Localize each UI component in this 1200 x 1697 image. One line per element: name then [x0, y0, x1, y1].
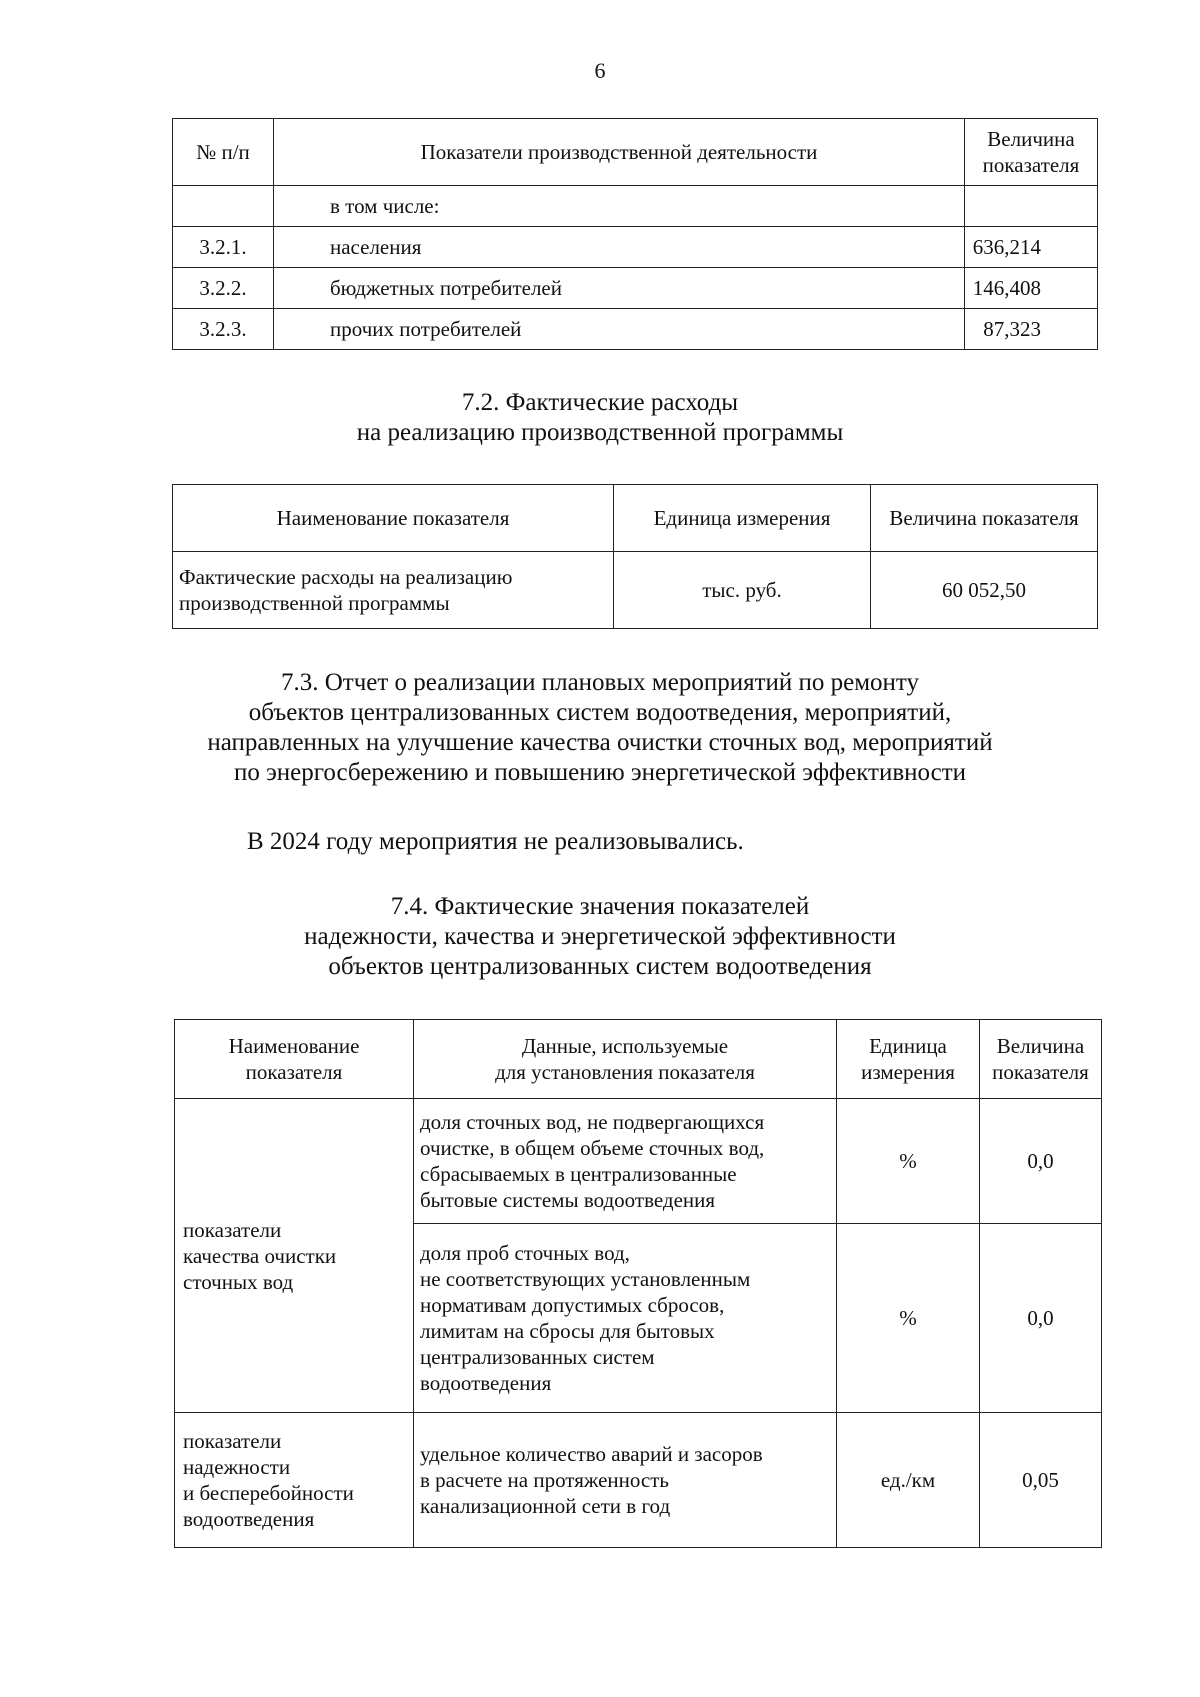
row-value: 60 052,50: [871, 552, 1098, 629]
row-unit: тыс. руб.: [614, 552, 871, 629]
table-header-row: [173, 485, 1098, 552]
header-unit: Единица измерения: [614, 485, 871, 552]
row-name: в том числе:: [274, 186, 965, 227]
expenses-table: [172, 484, 1098, 629]
table-row: [173, 186, 1098, 227]
row-value: 0,0: [980, 1099, 1102, 1224]
table-row: [173, 227, 1098, 268]
row-value: 146,408: [965, 268, 1098, 309]
row-name: населения: [274, 227, 965, 268]
table-header-row: [175, 1020, 1102, 1099]
header-value: Величина показателя: [871, 485, 1098, 552]
row-num: 3.2.2.: [173, 268, 274, 309]
table-header-row: [173, 119, 1098, 186]
header-name: Показатели производственной деятельности: [274, 119, 965, 186]
row-num: [173, 186, 274, 227]
table-row: [173, 552, 1098, 629]
row-data: доля сточных вод, не подвергающихся очистке, в общем объеме сточных вод, сбрасываемых в централизованные бытовые системы водоотведения: [414, 1099, 837, 1224]
page-number: 6: [594, 58, 606, 83]
group-name: показатели надежности и бесперебойности водоотведения: [175, 1413, 414, 1548]
row-value: 0,05: [980, 1413, 1102, 1548]
table-row: [173, 268, 1098, 309]
group-name: показатели качества очистки сточных вод: [175, 1099, 414, 1413]
table-row: [175, 1099, 1102, 1224]
header-data: Данные, используемые для установления показателя: [414, 1020, 837, 1099]
row-num: 3.2.3.: [173, 309, 274, 350]
row-value: 636,214: [965, 227, 1098, 268]
production-indicators-table: [172, 118, 1098, 350]
row-name: Фактические расходы на реализацию производственной программы: [173, 552, 614, 629]
table-row: [173, 309, 1098, 350]
row-unit: %: [837, 1224, 980, 1413]
header-num: № п/п: [173, 119, 274, 186]
header-name: Наименование показателя: [175, 1020, 414, 1099]
header-unit: Единица измерения: [837, 1020, 980, 1099]
row-value: 0,0: [980, 1224, 1102, 1413]
row-data: удельное количество аварий и засоров в расчете на протяженность канализационной сети в год: [414, 1413, 837, 1548]
row-value: [965, 186, 1098, 227]
table-row: [175, 1413, 1102, 1548]
row-num: 3.2.1.: [173, 227, 274, 268]
section-7-2-title: 7.2. Фактические расходы на реализацию производственной программы: [356, 389, 844, 446]
section-7-3-title: 7.3. Отчет о реализации плановых мероприятий по ремонту объектов централизованных систем водоотведения, мероприятий, направленных на улучшение качества очистки сточных вод, мероприятий по энергосбережению и повышению энергетической эффективности: [207, 669, 993, 786]
row-name: прочих потребителей: [274, 309, 965, 350]
row-name: бюджетных потребителей: [274, 268, 965, 309]
header-value: Величина показателя: [965, 119, 1098, 186]
row-unit: ед./км: [837, 1413, 980, 1548]
row-value: 87,323: [965, 309, 1098, 350]
header-value: Величина показателя: [980, 1020, 1102, 1099]
header-name: Наименование показателя: [173, 485, 614, 552]
section-7-3-text: В 2024 году мероприятия не реализовывались.: [247, 828, 744, 855]
row-unit: %: [837, 1099, 980, 1224]
reliability-indicators-table: [174, 1019, 1102, 1548]
section-7-4-title: 7.4. Фактические значения показателей надежности, качества и энергетической эффективности объектов централизованных систем водоотведения: [304, 893, 896, 980]
row-data: доля проб сточных вод, не соответствующих установленным нормативам допустимых сбросов, лимитам на сбросы для бытовых централизованных систем водоотведения: [414, 1224, 837, 1413]
